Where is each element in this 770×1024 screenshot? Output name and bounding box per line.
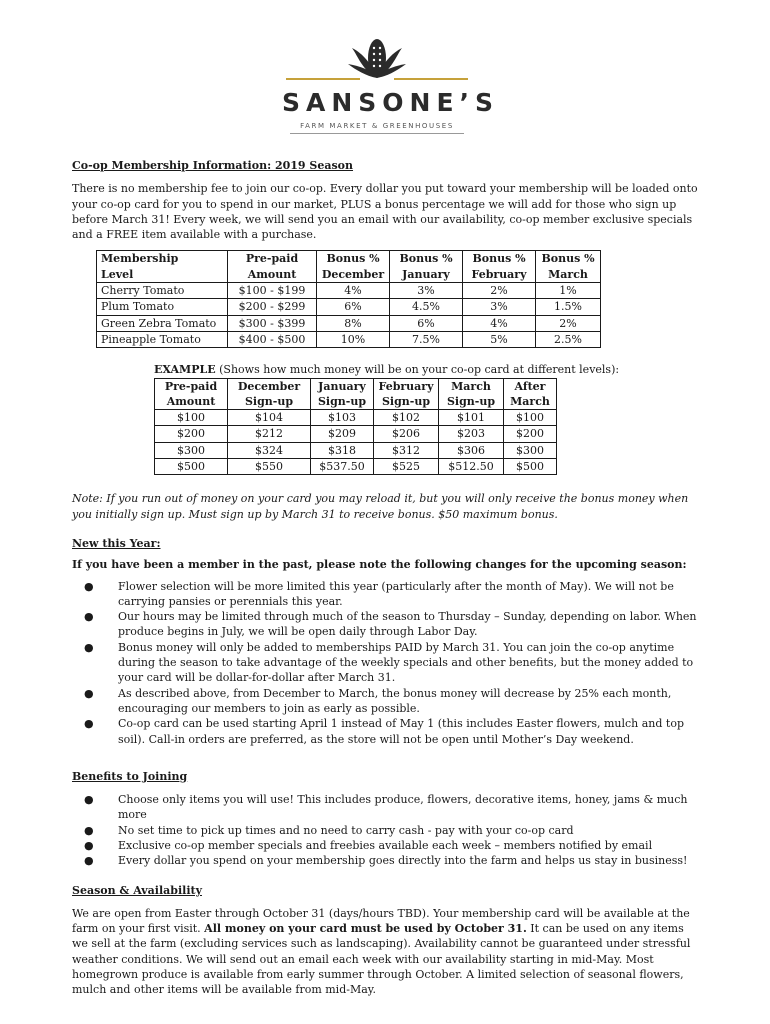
example-label: EXAMPLE <box>154 363 216 377</box>
bullet-icon: ● <box>84 610 94 624</box>
list-item: ● Co-op card can be used starting April 1 instead of May 1 (this includes Easter flowers, mulch and top soil). Call-in orders are preferred, as the store will not be open until Mother’s Day weekend. <box>84 717 685 746</box>
table-cell: 8% <box>317 315 390 331</box>
table-row <box>155 459 557 475</box>
example-caption-text: (Shows how much money will be on your co-op card at different levels): <box>215 363 620 377</box>
table-cell: $103 <box>311 410 374 426</box>
benefits-list <box>72 792 700 868</box>
bullet-icon: ● <box>84 579 94 593</box>
header-cell: Bonus % February <box>463 251 536 283</box>
season-deadline: All money on your card must be used by October 31. <box>204 922 527 936</box>
list-item: ● Flower selection will be more limited this year (particularly after the month of May). We will not be carrying pansies or perennials this year. <box>84 579 674 608</box>
table-cell: $101 <box>439 410 504 426</box>
intro-heading: Co-op Membership Information: 2019 Season <box>72 159 354 172</box>
header-cell: March Sign-up <box>439 378 504 410</box>
membership-table-header <box>97 251 601 283</box>
bonus-note: Note: If you run out of money on your card you may reload it, but you will only receive the bonus money when you initially sign up. Must sign up by March 31 to receive bonus. $50 maximum bonus. <box>72 492 689 521</box>
table-row <box>155 410 557 426</box>
bullet-icon: ● <box>84 793 94 807</box>
table-cell: $203 <box>439 426 504 442</box>
table-row <box>155 442 557 458</box>
table-cell: 10% <box>317 331 390 347</box>
table-cell: $200 - $299 <box>228 299 317 315</box>
table-cell: 5% <box>463 331 536 347</box>
list-item: ● As described above, from December to March, the bonus money will decrease by 25% each month, encouraging our members to join as early as possible. <box>84 686 672 715</box>
season-heading: Season & Availability <box>72 883 202 897</box>
table-cell: $306 <box>439 442 504 458</box>
table-row <box>97 283 601 299</box>
table-cell: $324 <box>228 442 311 458</box>
table-cell: $312 <box>374 442 439 458</box>
table-cell: Plum Tomato <box>97 299 228 315</box>
list-item: ● Choose only items you will use! This includes produce, flowers, decorative items, honey, jams & much more <box>84 793 688 822</box>
table-cell: $550 <box>228 459 311 475</box>
bullet-icon: ● <box>84 686 94 700</box>
header-cell: Bonus % January <box>390 251 463 283</box>
header-cell: Membership Level <box>97 251 228 283</box>
list-item: ● Bonus money will only be added to memberships PAID by March 31. You can join the co-op anytime during the season to take advantage of the weekly specials and other benefits, but the money added to your card will be dollar-for-dollar after March 31. <box>84 640 694 685</box>
table-cell: 1% <box>536 283 601 299</box>
table-cell: 6% <box>317 299 390 315</box>
table-cell: Cherry Tomato <box>97 283 228 299</box>
table-cell: $102 <box>374 410 439 426</box>
table-cell: $500 <box>504 459 557 475</box>
intro-paragraph: There is no membership fee to join our co-op. Every dollar you put toward your membership will be loaded onto your co-op card for you to spend in our market, PLUS a bonus percentage we will add for those who sign up before March 31! Every week, we will send you an email with our availability, co-op member exclusive specials and a FREE item available with a purchase. <box>72 182 698 242</box>
table-cell: $100 <box>155 410 228 426</box>
header-cell: After March <box>504 378 557 410</box>
table-cell: 4.5% <box>390 299 463 315</box>
example-table-header <box>155 378 557 410</box>
table-cell: $318 <box>311 442 374 458</box>
corn-icon <box>282 34 472 94</box>
example-caption <box>154 362 700 377</box>
bullet-icon: ● <box>84 640 94 654</box>
table-cell: 2% <box>536 315 601 331</box>
table-cell: $525 <box>374 459 439 475</box>
logo-subtitle: FARM MARKET & GREENHOUSES <box>300 122 454 130</box>
bullet-icon: ● <box>84 717 94 731</box>
list-item: ● Exclusive co-op member specials and freebies available each week – members notified by email <box>84 838 653 852</box>
table-cell: $500 <box>155 459 228 475</box>
new-this-year-subheading: If you have been a member in the past, please note the following changes for the upcoming season: <box>72 558 687 572</box>
header-cell: Pre-paid Amount <box>228 251 317 283</box>
logo-gold-line-right <box>394 78 468 80</box>
changes-list <box>72 579 700 747</box>
table-cell: $200 <box>155 426 228 442</box>
table-cell: $100 - $199 <box>228 283 317 299</box>
new-this-year-heading: New this Year: <box>72 536 161 550</box>
table-cell: $300 <box>155 442 228 458</box>
table-cell: $104 <box>228 410 311 426</box>
header-cell: Pre-paid Amount <box>155 378 228 410</box>
table-cell: $206 <box>374 426 439 442</box>
table-cell: $200 <box>504 426 557 442</box>
list-item: ● Every dollar you spend on your membership goes directly into the farm and helps us stay in business! <box>84 854 688 868</box>
header-cell: February Sign-up <box>374 378 439 410</box>
bullet-icon: ● <box>84 854 94 868</box>
benefits-heading: Benefits to Joining <box>72 769 188 783</box>
table-cell: 4% <box>463 315 536 331</box>
table-cell: Green Zebra Tomato <box>97 315 228 331</box>
header-cell: Bonus % March <box>536 251 601 283</box>
example-table <box>154 378 557 476</box>
logo-name: SANSONE’S <box>282 88 500 117</box>
table-cell: 7.5% <box>390 331 463 347</box>
table-cell: $512.50 <box>439 459 504 475</box>
table-cell: Pineapple Tomato <box>97 331 228 347</box>
table-cell: 2.5% <box>536 331 601 347</box>
season-paragraph: We are open from Easter through October 31 (days/hours TBD). Your membership card will be available at the farm on your first visit. All money on your card must be used by October 31. It can be used on any items we sell at the farm (excluding services such as landscaping). Availability cannot be guaranteed under stressful weather conditions. We will send out an email each week with our availability starting in mid-May. Most homegrown produce is available from early summer through October. A limited selection of seasonal flowers, mulch and other items will be available from mid-May. <box>72 906 691 997</box>
header-cell: Bonus % December <box>317 251 390 283</box>
table-cell: $300 <box>504 442 557 458</box>
table-cell: $537.50 <box>311 459 374 475</box>
membership-table <box>96 250 601 348</box>
bullet-icon: ● <box>84 823 94 837</box>
list-item: ● No set time to pick up times and no need to carry cash - pay with your co-op card <box>84 823 574 837</box>
logo-gold-line-left <box>286 78 360 80</box>
table-cell: 1.5% <box>536 299 601 315</box>
table-cell: $212 <box>228 426 311 442</box>
table-row <box>97 331 601 347</box>
logo-divider <box>290 133 464 134</box>
list-item: ● Our hours may be limited through much of the season to Thursday – Sunday, depending on labor. When produce begins in July, we will be open daily through Labor Day. <box>84 610 697 639</box>
table-row <box>97 299 601 315</box>
bullet-icon: ● <box>84 838 94 852</box>
table-cell: 4% <box>317 283 390 299</box>
table-cell: $209 <box>311 426 374 442</box>
table-cell: $300 - $399 <box>228 315 317 331</box>
header-cell: December Sign-up <box>228 378 311 410</box>
table-row <box>155 426 557 442</box>
table-row <box>97 315 601 331</box>
table-cell: 3% <box>463 299 536 315</box>
table-cell: 3% <box>390 283 463 299</box>
farm-logo <box>282 34 500 142</box>
document-content <box>72 158 700 998</box>
header-cell: January Sign-up <box>311 378 374 410</box>
table-cell: 6% <box>390 315 463 331</box>
table-cell: 2% <box>463 283 536 299</box>
table-cell: $100 <box>504 410 557 426</box>
table-cell: $400 - $500 <box>228 331 317 347</box>
